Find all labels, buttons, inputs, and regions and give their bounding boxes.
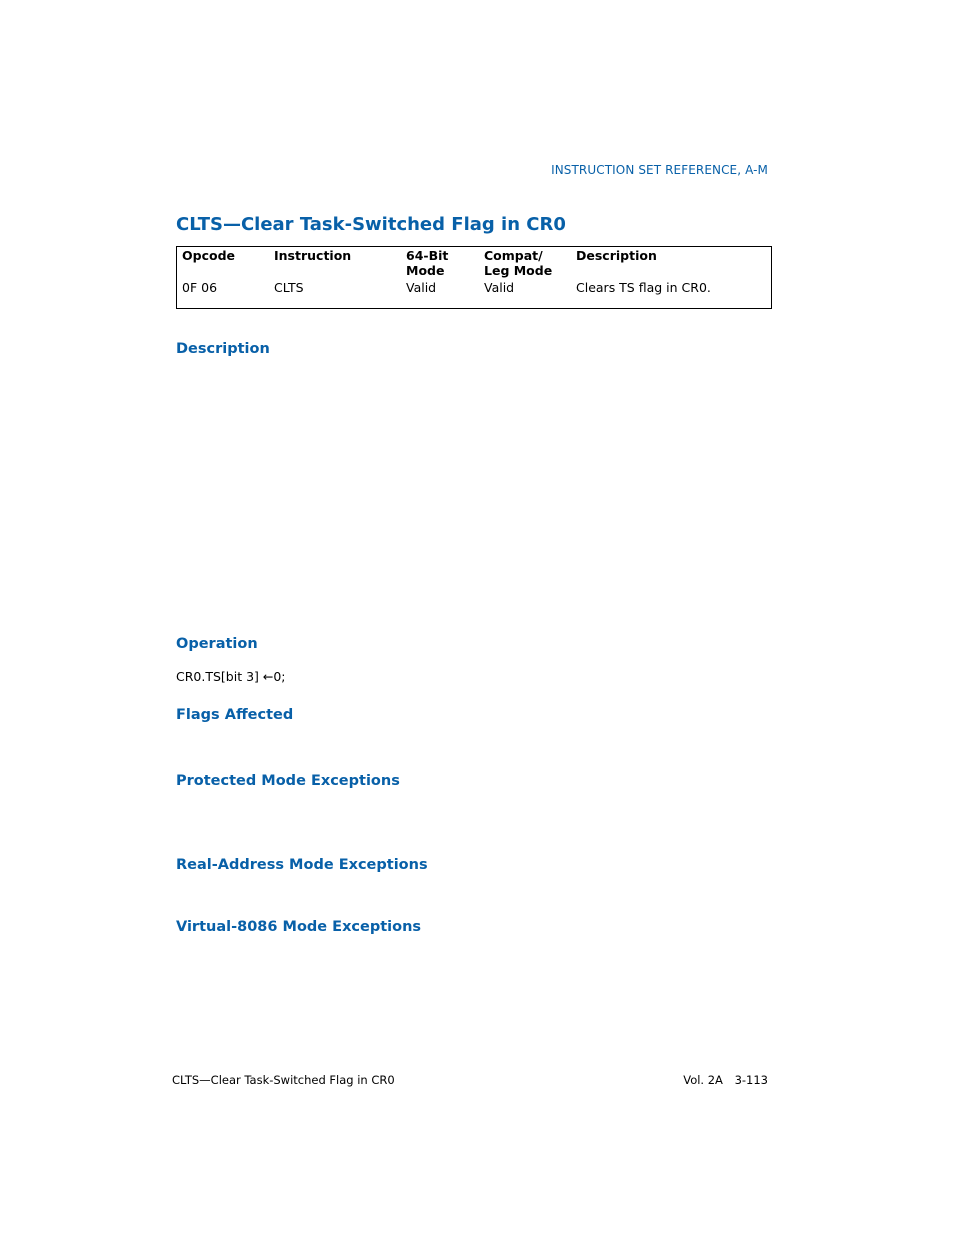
section-heading-description: Description xyxy=(176,341,270,357)
cell-opcode: 0F 06 xyxy=(182,280,218,295)
header-64bit-mode xyxy=(406,247,484,281)
header-compat-line2: Leg Mode xyxy=(484,263,553,278)
operation-code: CR0.TS[bit 3] ←0; xyxy=(176,669,286,684)
header-compat-line1: Compat/ xyxy=(484,248,543,263)
opcode-table xyxy=(176,246,772,309)
cell-description: Clears TS flag in CR0. xyxy=(576,280,711,295)
section-heading-operation: Operation xyxy=(176,636,258,652)
page-title: CLTS—Clear Task-Switched Flag in CR0 xyxy=(176,214,566,235)
footer-title: CLTS—Clear Task-Switched Flag in CR0 xyxy=(172,1073,395,1087)
running-head: INSTRUCTION SET REFERENCE, A-M xyxy=(551,163,768,177)
section-heading-protected-mode-exceptions: Protected Mode Exceptions xyxy=(176,773,400,789)
header-64bit-line2: Mode xyxy=(406,263,445,278)
cell-64bit-mode: Valid xyxy=(406,280,437,295)
section-heading-flags-affected: Flags Affected xyxy=(176,707,294,723)
cell-compat-mode: Valid xyxy=(484,280,515,295)
section-heading-real-address-mode-exceptions: Real-Address Mode Exceptions xyxy=(176,857,428,873)
header-opcode: Opcode xyxy=(182,248,235,263)
footer-page-info xyxy=(675,1073,768,1087)
header-compat-mode xyxy=(484,247,576,281)
footer-page-number: 3-113 xyxy=(734,1073,768,1087)
table-header-row xyxy=(177,247,772,281)
header-description: Description xyxy=(576,248,657,263)
header-instruction: Instruction xyxy=(274,248,352,263)
footer-volume: Vol. 2A xyxy=(683,1073,723,1087)
table-row xyxy=(177,280,772,309)
cell-instruction: CLTS xyxy=(274,280,304,295)
section-heading-virtual-8086-mode-exceptions: Virtual-8086 Mode Exceptions xyxy=(176,919,422,935)
header-64bit-line1: 64-Bit xyxy=(406,248,449,263)
